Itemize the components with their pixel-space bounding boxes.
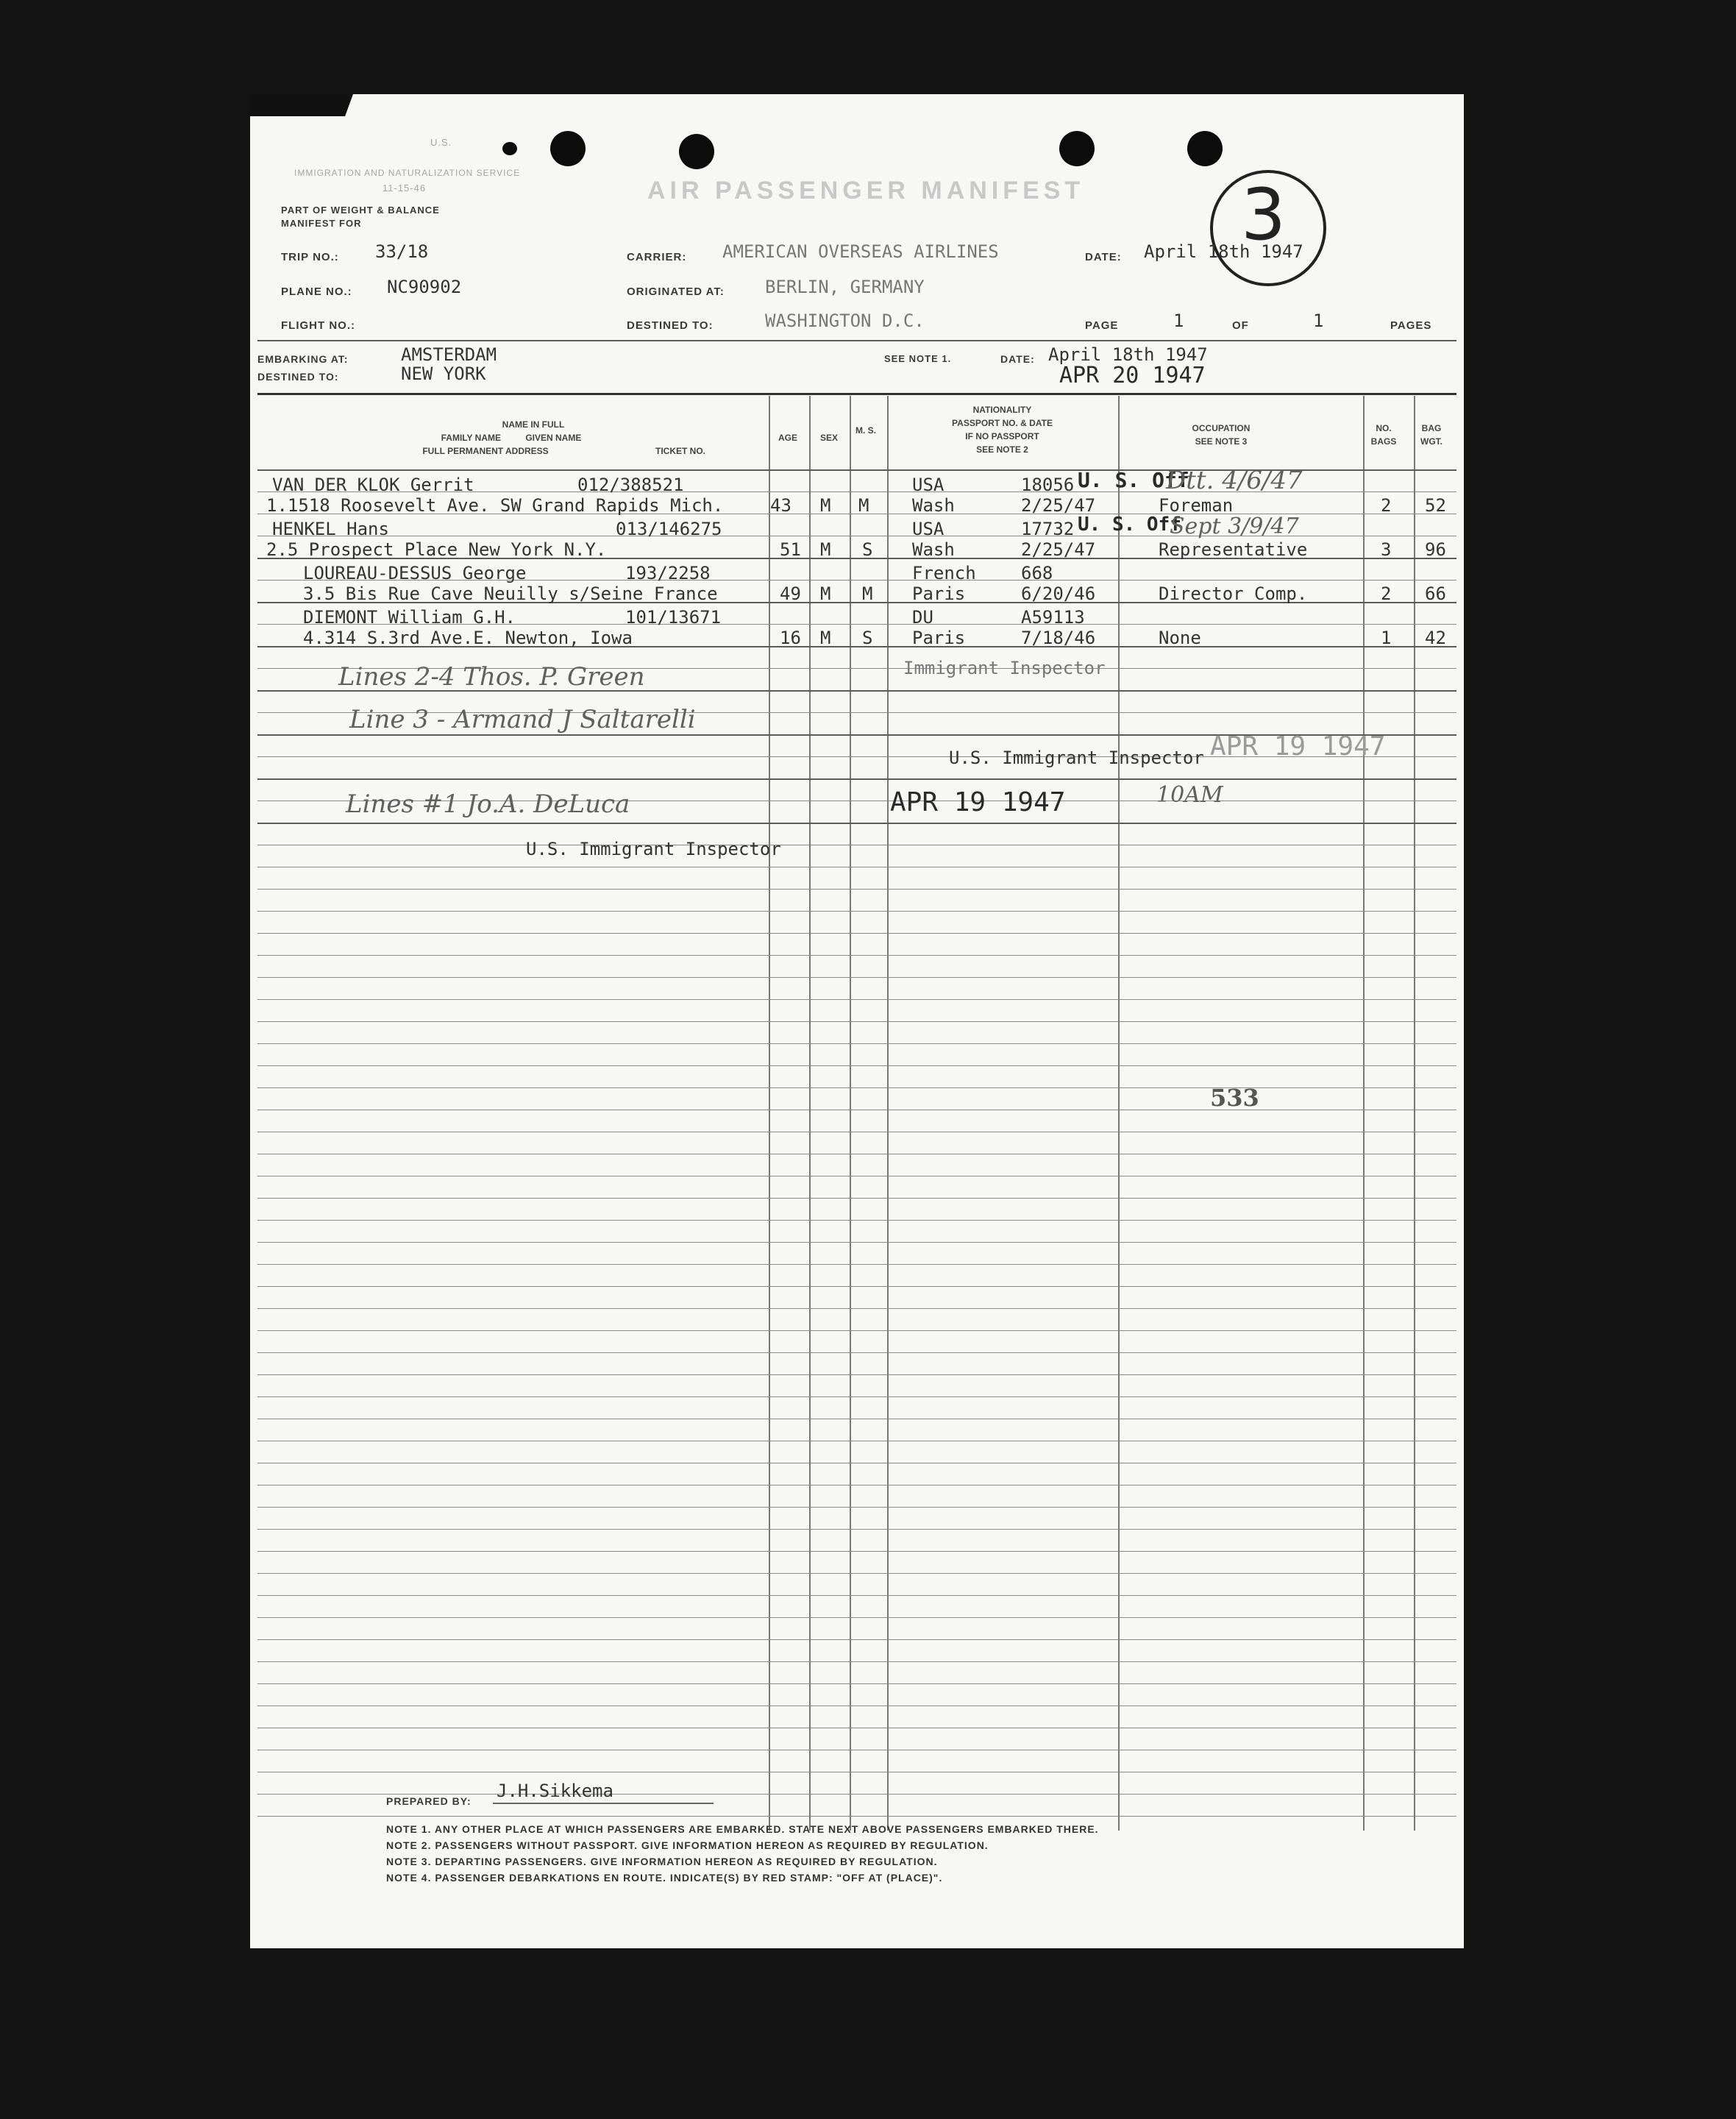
passenger-ticket: 013/146275 [616,519,722,539]
passenger-address: 3.5 Bis Rue Cave Neuilly s/Seine France [303,583,718,604]
prepared-underline [493,1803,714,1804]
ruled-line [257,1507,1456,1508]
ruled-line [257,823,1456,824]
inspector-signature-2: Line 3 - Armand J Saltarelli [349,705,696,734]
ruled-line [257,1065,1456,1066]
passenger-ms: M [862,583,873,604]
of-label: OF [1232,319,1249,332]
col-rule-ms [850,396,851,1831]
col-ms: M. S. [855,425,876,436]
note-2: NOTE 2. PASSENGERS WITHOUT PASSPORT. GIVE INFORMATION HEREON AS REQUIRED BY REGULATION. [386,1839,989,1851]
trip-value: 33/18 [375,241,429,262]
off-stamp: U. S. Off [1078,514,1181,536]
inspector-title-3: U.S. Immigrant Inspector [526,839,781,859]
embarking-value: AMSTERDAM [401,344,497,365]
ruled-line [257,1595,1456,1596]
passenger-nat: USA [912,475,945,495]
passenger-passport: 668 [1021,563,1053,583]
flight-label: FLIGHT NO.: [281,319,355,332]
ruled-line [257,1087,1456,1088]
manifest-page [250,94,1464,1948]
passenger-nat: French [912,563,976,583]
passenger-name: HENKEL Hans [272,519,389,539]
passenger-bags: 2 [1381,495,1392,516]
ruled-line [257,1308,1456,1309]
ruled-line [257,1794,1456,1795]
embark-destined-label: DESTINED TO: [257,371,339,383]
note-4: NOTE 4. PASSENGER DEBARKATIONS EN ROUTE. INDICATE(S) BY RED STAMP: "OFF AT (PLACE)". [386,1872,943,1884]
col-weight: BAG WGT. [1420,423,1442,447]
page-value: 1 [1173,310,1184,331]
ruled-line [257,955,1456,956]
inspector-title-2: U.S. Immigrant Inspector [949,748,1204,768]
passenger-ticket: 012/388521 [577,475,684,495]
col-name-line3: FULL PERMANENT ADDRESS [422,446,549,456]
passenger-bags: 2 [1381,583,1392,604]
embark-date-label: DATE: [1000,353,1035,365]
passenger-name: VAN DER KLOK Gerrit [272,475,474,495]
passenger-age: 16 [780,628,801,648]
note-3: NOTE 3. DEPARTING PASSENGERS. GIVE INFORMATION HEREON AS REQUIRED BY REGULATION. [386,1856,938,1867]
ruled-line [257,1330,1456,1331]
passenger-weight: 52 [1425,495,1446,516]
ruled-line [257,1220,1456,1221]
col-rule-age [769,396,770,1831]
punch-hole-1 [550,131,586,166]
col-age: AGE [778,433,797,443]
destined-label: DESTINED TO: [627,319,714,332]
passenger-weight: 96 [1425,539,1446,560]
passenger-passport: 18056 [1021,475,1075,495]
form-date: 11-15-46 [383,182,427,194]
passenger-place: Wash [912,495,955,516]
passenger-bags: 3 [1381,539,1392,560]
prepared-label: PREPARED BY: [386,1795,472,1807]
manifest-for-label: MANIFEST FOR [281,218,362,229]
ruled-line [257,1352,1456,1353]
ruled-line [257,1021,1456,1022]
ruled-line [257,933,1456,934]
passenger-place: Wash [912,539,955,560]
ruled-line [257,1617,1456,1618]
punch-hole-2 [679,134,714,169]
passenger-ticket: 101/13671 [625,607,722,628]
passenger-nat: DU [912,607,933,628]
col-rule-nat [887,396,889,1831]
col-ticket: TICKET NO. [655,446,705,456]
ruled-line [257,778,1456,780]
carrier-value: AMERICAN OVERSEAS AIRLINES [722,241,999,262]
passenger-age: 51 [780,539,801,560]
passenger-pdate: 2/25/47 [1021,539,1096,560]
ruled-line [257,1286,1456,1287]
passenger-name: DIEMONT William G.H. [303,607,516,628]
inspection-stamp-1: APR 19 1947 [1210,731,1386,762]
trip-label: TRIP NO.: [281,251,339,263]
ruled-line [257,999,1456,1000]
passenger-occupation: Representative [1159,539,1308,560]
passenger-ms: S [862,539,873,560]
passenger-place: Paris [912,583,966,604]
margin-number: 533 [1210,1084,1259,1112]
passenger-sex: M [820,583,831,604]
passenger-sex: M [820,628,831,648]
passenger-passport: 17732 [1021,519,1075,539]
ruled-line [257,1374,1456,1375]
inspector-signature-1: Lines 2-4 Thos. P. Green [338,662,645,692]
carrier-label: CARRIER: [627,251,687,263]
passenger-ms: M [858,495,869,516]
see-note-1: SEE NOTE 1. [884,353,952,364]
ruled-line [257,1639,1456,1640]
handwritten-note: Sept 3/9/47 [1170,514,1299,539]
rule-embark [257,393,1456,395]
page-label: PAGE [1085,319,1119,332]
passenger-address: 2.5 Prospect Place New York N.Y. [266,539,607,560]
destined-value: WASHINGTON D.C. [765,310,925,331]
prepared-value: J.H.Sikkema [497,1781,613,1801]
punch-hole-4 [1187,131,1223,166]
ruled-line [257,1242,1456,1243]
passenger-occupation: None [1159,628,1201,648]
received-stamp: APR 20 1947 [1059,363,1206,388]
col-sex: SEX [819,433,838,443]
passenger-address: 4.314 S.3rd Ave.E. Newton, Iowa [303,628,633,648]
passenger-occupation: Foreman [1159,495,1234,516]
ruled-line [257,889,1456,890]
of-value: 1 [1313,310,1324,331]
handwritten-note: Dtt. 4/6/47 [1166,466,1303,495]
col-rule-bags [1363,396,1365,1831]
passenger-age: 49 [780,583,801,604]
ruled-line [257,1551,1456,1552]
col-nationality: NATIONALITY PASSPORT NO. & DATE IF NO PASSPORT SEE NOTE 2 [952,405,1053,455]
punch-hole-3 [1059,131,1095,166]
passenger-sex: M [820,539,831,560]
passenger-age: 43 [770,495,791,516]
date-label: DATE: [1085,251,1122,263]
plane-value: NC90902 [387,277,462,297]
passenger-nat: USA [912,519,945,539]
passenger-name: LOUREAU-DESSUS George [303,563,527,583]
originated-value: BERLIN, GERMANY [765,277,925,297]
passenger-place: Paris [912,628,966,648]
passenger-address: 1.1518 Roosevelt Ave. SW Grand Rapids Mich. [266,495,724,516]
ruled-line [257,1043,1456,1044]
embark-date-value: April 18th 1947 [1048,344,1208,365]
passenger-sex: M [820,495,831,516]
off-stamp: U. S. Off [1078,468,1189,492]
ruled-line [257,911,1456,912]
rule-header [257,340,1456,341]
ruled-line [257,1529,1456,1530]
ruled-line [257,1485,1456,1486]
note-1: NOTE 1. ANY OTHER PLACE AT WHICH PASSENGERS ARE EMBARKED. STATE NEXT ABOVE PASSENGERS EMBARKED THERE. [386,1823,1099,1835]
col-occupation: OCCUPATION SEE NOTE 3 [1192,423,1251,447]
passenger-pdate: 6/20/46 [1021,583,1096,604]
agency-top: U.S. [430,137,452,148]
col-name-line1: NAME IN FULL [502,419,565,430]
ruled-line [257,1661,1456,1662]
inspector-title-1: Immigrant Inspector [903,658,1106,678]
date-value: April 18th 1947 [1144,241,1303,262]
col-rule-sex [809,396,811,1831]
part-of-label: PART OF WEIGHT & BALANCE [281,205,440,216]
form-title: AIR PASSENGER MANIFEST [647,177,1085,205]
inspection-stamp-2: APR 19 1947 [890,787,1066,817]
ruled-line [257,1683,1456,1684]
passenger-pdate: 2/25/47 [1021,495,1096,516]
inspection-time: 10AM [1156,782,1223,808]
originated-label: ORIGINATED AT: [627,285,725,298]
passenger-weight: 42 [1425,628,1446,648]
col-bags: NO. BAGS [1370,423,1397,447]
col-name-line2: FAMILY NAME GIVEN NAME [441,433,582,443]
passenger-occupation: Director Comp. [1159,583,1308,604]
passenger-ticket: 193/2258 [625,563,711,583]
ruled-line [257,1816,1456,1817]
passenger-bags: 1 [1381,628,1392,648]
inspector-signature-3: Lines #1 Jo.A. DeLuca [346,789,630,819]
ruled-line [257,977,1456,978]
circled-number-text: 3 [1241,174,1287,256]
ruled-line [257,1573,1456,1574]
ruled-line [257,1264,1456,1265]
ruled-line [257,1396,1456,1397]
passenger-weight: 66 [1425,583,1446,604]
col-rule-wgt [1414,396,1415,1831]
embark-destined-value: NEW YORK [401,363,486,384]
ruled-line [257,1198,1456,1199]
plane-label: PLANE NO.: [281,285,352,298]
embarking-label: EMBARKING AT: [257,353,349,365]
torn-corner [250,94,353,116]
pages-label: PAGES [1390,319,1432,332]
punch-hole-small [502,142,517,155]
passenger-passport: A59113 [1021,607,1085,628]
agency-line: IMMIGRATION AND NATURALIZATION SERVICE [294,168,521,178]
passenger-ms: S [862,628,873,648]
passenger-pdate: 7/18/46 [1021,628,1096,648]
col-rule-occ [1118,396,1120,1831]
